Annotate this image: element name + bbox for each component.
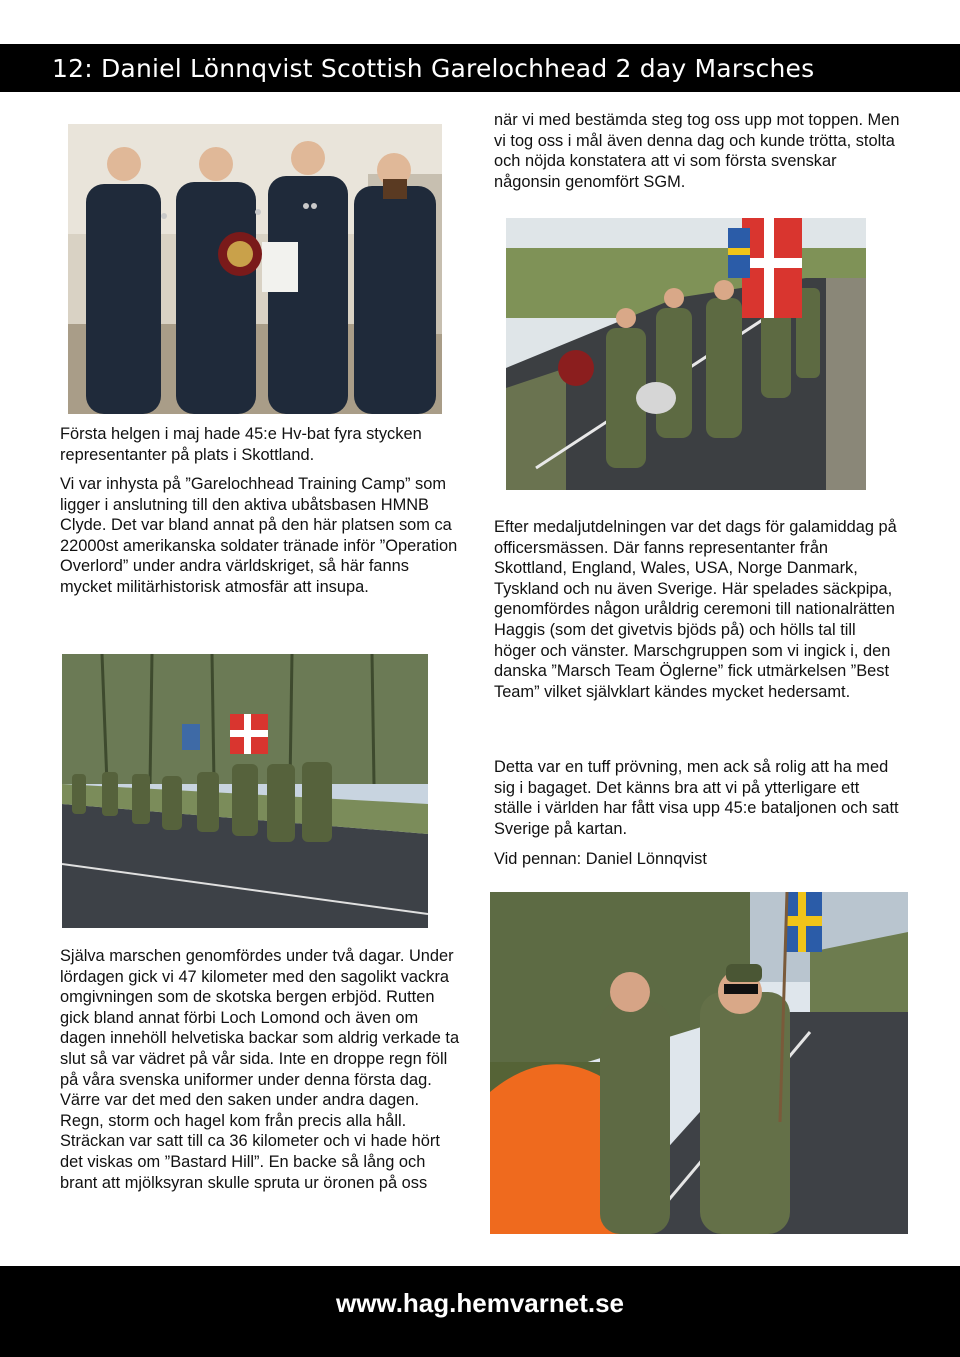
signature-text: Vid pennan: Daniel Lönnqvist	[494, 850, 707, 868]
photo-march-flags	[506, 218, 866, 490]
photo-two-soldiers	[490, 892, 908, 1234]
page-title: 12: Daniel Lönnqvist Scottish Garelochhead 2 day Marsches	[52, 54, 815, 83]
march-text: Själva marschen genomfördes under två dagar. Under lördagen gick vi 47 kilometer med den sagolikt vackra omgivningen som de skotska bergen erbjöd. Rutten gick bland annat förbi Loch Lomond och även om dagen innehöll helvetiska backar som aldrig verkade ta slut så var vädret på vår sida. Inte en droppe regn föll på våra svenska uniformer under denna första dag. Värre var det med den saken under andra dagen. Regn, storm och hagel kom från precis alla håll. Sträckan var satt till ca 36 kilometer och vi hade hört det viskas om ”Bastard Hill”. En backe så lång och brant att mjölksyran skulle spruta ur öronen på oss	[60, 947, 460, 1192]
closing-text: Detta var en tuff prövning, men ack så rolig att ha med sig i bagaget. Det känns bra att vi på ytterligare ett ställe i världen har fått visa upp 45:e bataljonen och satt Sverige på kartan.	[494, 758, 899, 838]
dinner-text: Efter medaljutdelningen var det dags för galamiddag på officersmässen. Där fanns representanter från Skottland, England, Wales, USA, Norge Danmark, Tyskland och nu även Sverige. Här spelades säckpipa, genomfördes någon uråldrig ceremoni till nationalrätten Haggis (som det givetvis bjöds på) och hölls tal till höger och vänster. Marschgruppen som vi ingick i, den danska ”Marsch Team Öglerne” fick utmärkelsen ”Best Team” vilket självklart kändes mycket hedersamt.	[494, 518, 897, 701]
footer-url[interactable]: www.hag.hemvarnet.se	[335, 1288, 625, 1318]
caption-text: Första helgen i maj hade 45:e Hv-bat fyra stycken representanter på plats i Skottland.	[60, 425, 422, 464]
page-header	[0, 44, 960, 92]
page-footer	[0, 1266, 960, 1357]
camp-text: Vi var inhysta på ”Garelochhead Training Camp” som ligger i anslutning till den aktiva ubåtsbasen HMNB Clyde. Det var bland annat på den här platsen som ca 22000st amerikanska soldater tränade inför ”Operation Overlord” under andra världskriget, så här fanns mycket militärhistorisk atmosfär att insupa.	[60, 475, 458, 596]
photo-march-column	[62, 654, 428, 928]
photo-award-group	[68, 124, 442, 414]
intro-text: när vi med bestämda steg tog oss upp mot toppen. Men vi tog oss i mål även denna dag och kunde trötta, stolta och nöjda konstatera att vi som första svenskar någonsin genomfört SGM.	[494, 111, 900, 191]
